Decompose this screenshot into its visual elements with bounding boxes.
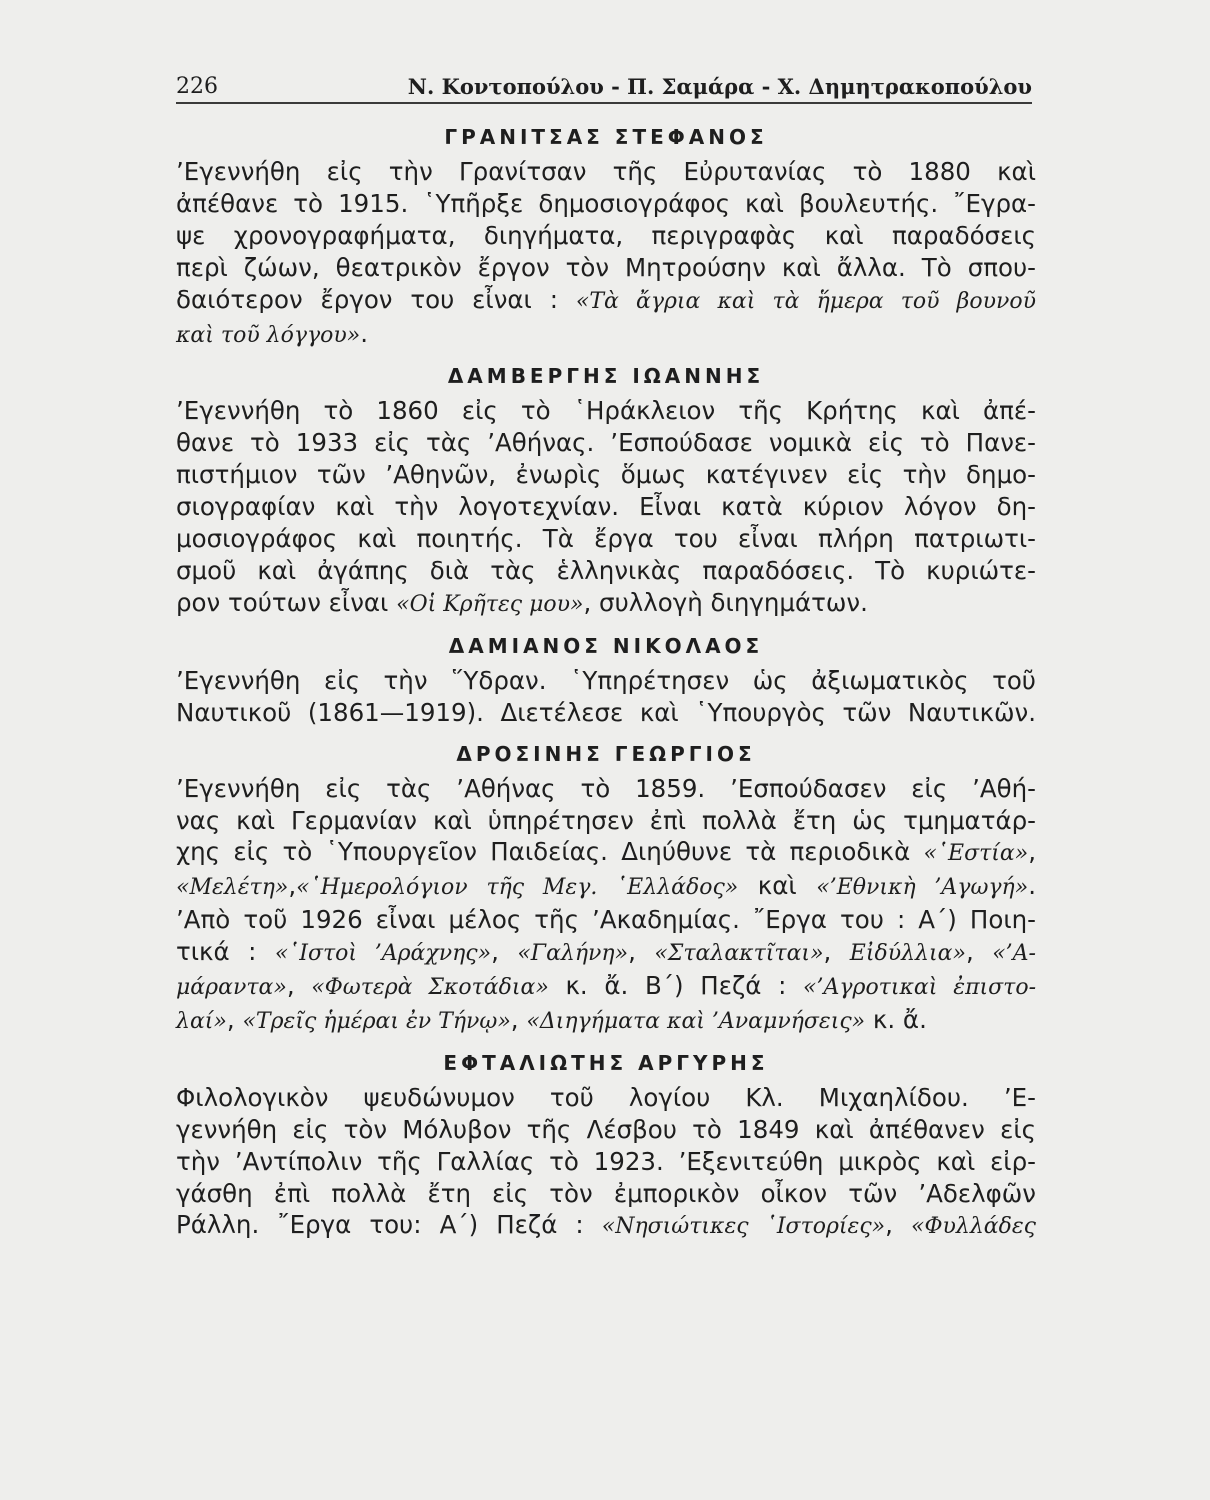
text-run: σιογραφίαν καὶ τὴν λογοτεχνίαν. Εἶναι κατὰ κύριον λόγον δη-	[176, 492, 1036, 522]
entry-text	[176, 1082, 1036, 1244]
text-line	[176, 936, 1036, 970]
text-line	[176, 220, 1036, 252]
work-title: «Νησιώτικες ῾Ιστορίες»	[601, 1214, 886, 1240]
text-line	[176, 395, 1036, 427]
text-run: ,	[491, 937, 518, 967]
text-line	[176, 870, 1036, 904]
text-run: ψε χρονογραφήματα, διηγήματα, περιγραφὰς καὶ παραδόσεις	[176, 220, 1036, 250]
text-run: ,	[885, 1210, 912, 1240]
text-run: ’Εγεννήθη εἰς τὴν ῞Υδραν. ῾Υπηρέτησεν ὡς ἀξιωματικὸς τοῦ	[176, 665, 1036, 695]
entry-heading: ΔΡΟΣΙΝΗΣ ΓΕΩΡΓΙΟΣ	[456, 741, 756, 766]
text-line	[176, 1082, 1036, 1114]
page-header	[176, 72, 1032, 104]
text-run: Ράλλη. ῎Εργα του: Α΄) Πεζά :	[176, 1210, 602, 1240]
text-run: γάσθη ἐπὶ πολλὰ ἔτη εἰς τὸν ἐμπορικὸν οἶκον τῶν ’Αδελφῶν	[176, 1178, 1036, 1208]
text-line	[176, 491, 1036, 523]
text-run: ,	[628, 937, 655, 967]
text-run: πιστήμιον τῶν ’Αθηνῶν, ἐνωρὶς ὅμως κατέγινεν εἰς τὴν δημο-	[176, 460, 1036, 490]
text-run: ’Εγεννήθη εἰς τὴν Γρανίτσαν τῆς Εὐρυτανίας τὸ 1880 καὶ	[176, 157, 1036, 186]
text-line	[176, 665, 1036, 697]
text-line	[176, 805, 1036, 837]
text-run: .	[360, 318, 369, 348]
text-line	[176, 1209, 1036, 1243]
text-run: Φιλολογικὸν ψευδώνυμον τοῦ λογίου Κλ. Μιχαηλίδου. ’Ε-	[176, 1082, 1036, 1112]
work-title: «Σταλακτῖται»	[654, 941, 824, 967]
page-number: 226	[176, 74, 218, 99]
work-title: «῾Ημερολόγιον τῆς Μεγ. ῾Ελλάδος»	[296, 875, 739, 901]
text-line	[176, 970, 1036, 1004]
text-run: Ναυτικοῦ (1861—1919). Διετέλεσε καὶ ῾Υπουργὸς τῶν Ναυτικῶν.	[176, 697, 1036, 727]
entry-heading: ΔΑΜΙΑΝΟΣ ΝΙΚΟΛΑΟΣ	[448, 633, 764, 658]
entry-text	[176, 156, 1036, 351]
text-line	[176, 1004, 1036, 1038]
text-run: κ. ἄ. Β΄) Πεζά :	[548, 971, 804, 1001]
work-title: «Οἱ Κρῆτες μου»	[396, 591, 584, 617]
text-run: ,	[1028, 837, 1036, 867]
text-line	[176, 188, 1036, 220]
biography-entry	[176, 118, 1036, 351]
work-title: «῾Ιστοὶ ’Αράχνης»	[274, 941, 492, 967]
work-title: «Τρεῖς ἡμέραι ἐν Τήνῳ»	[242, 1008, 511, 1034]
text-run: ,	[823, 937, 850, 967]
text-line	[176, 318, 1036, 352]
text-line	[176, 1146, 1036, 1178]
text-run: περὶ ζώων, θεατρικὸν ἔργον τὸν Μητρούσην καὶ ἄλλα. Τὸ σπου-	[176, 252, 1036, 282]
entry-heading: ΔΑΜΒΕΡΓΗΣ ΙΩΑΝΝΗΣ	[447, 364, 765, 389]
entry-text	[176, 773, 1036, 1038]
text-run: μοσιογράφος καὶ ποιητής. Τὰ ἔργα του εἶναι πλήρη πατριωτι-	[176, 524, 1036, 554]
entry-text	[176, 665, 1036, 729]
text-run: νας καὶ Γερμανίαν καὶ ὑπηρέτησεν ἐπὶ πολλὰ ἔτη ὡς τμηματάρ-	[176, 805, 1036, 835]
text-run: ’Απὸ τοῦ 1926 εἶναι μέλος τῆς ’Ακαδημίας. ῎Εργα του : Α΄) Ποιη-	[176, 905, 1036, 935]
text-run: ,	[510, 1004, 527, 1034]
text-run: σμοῦ καὶ ἀγάπης διὰ τὰς ἑλληνικὰς παραδόσεις. Τὸ κυριώτε-	[176, 555, 1036, 585]
text-line	[176, 1178, 1036, 1210]
text-line	[176, 587, 1036, 621]
running-head: Ν. Κοντοπούλου - Π. Σαμάρα - Χ. Δημητρακοπούλου	[407, 74, 1032, 99]
text-run: .	[1028, 871, 1036, 901]
work-title: «Γαλήνη»	[517, 941, 629, 967]
work-title: «’Εθνικὴ ’Αγωγή»	[816, 875, 1029, 901]
text-line	[176, 555, 1036, 587]
biography-entry	[176, 735, 1036, 1038]
text-run: ,	[288, 871, 297, 901]
biography-entry	[176, 1044, 1036, 1244]
text-run: θανε τὸ 1933 εἰς τὰς ’Αθήνας. ’Εσπούδασε νομικὰ εἰς τὸ Πανε-	[176, 428, 1036, 458]
text-line	[176, 836, 1036, 870]
work-title: «’Α-	[992, 941, 1036, 967]
text-line	[176, 284, 1036, 318]
entry-heading: ΕΦΤΑΛΙΩΤΗΣ ΑΡΓΥΡΗΣ	[443, 1050, 769, 1075]
text-line	[176, 904, 1036, 936]
text-run: ,	[286, 971, 312, 1001]
text-run: ἀπέθανε τὸ 1915. ῾Υπῆρξε δημοσιογράφος καὶ βουλευτής. ῎Εγρα-	[176, 188, 1036, 218]
text-run: ’Εγεννήθη τὸ 1860 εἰς τὸ ῾Ηράκλειον τῆς Κρήτης καὶ ἀπέ-	[176, 396, 1036, 426]
text-line	[176, 773, 1036, 805]
text-run: καὶ	[738, 871, 817, 901]
work-title: «Τὰ ἄγρια καὶ τὰ ἥμερα τοῦ βουνοῦ	[575, 288, 1036, 314]
text-run: ,	[226, 1004, 243, 1034]
text-run: ρον τούτων εἶναι	[176, 587, 397, 617]
work-title: «῾Εστία»	[923, 841, 1029, 867]
text-run: ’Εγεννήθη εἰς τὰς ’Αθήνας τὸ 1859. ’Εσπούδασεν εἰς ’Αθή-	[176, 773, 1036, 803]
text-line	[176, 1114, 1036, 1146]
text-run: , συλλογὴ διηγημάτων.	[583, 587, 868, 617]
text-line	[176, 523, 1036, 555]
text-run: τὴν ’Αντίπολιν τῆς Γαλλίας τὸ 1923. ’Εξενιτεύθη μικρὸς καὶ εἰρ-	[176, 1146, 1036, 1176]
text-run: τικά :	[176, 937, 275, 967]
biography-list	[176, 118, 1036, 1249]
work-title: «’Αγροτικαὶ ἐπιστο-	[803, 975, 1037, 1001]
work-title: λαί»	[176, 1008, 227, 1034]
text-run: κ. ἄ.	[865, 1004, 927, 1034]
entry-heading: ΓΡΑΝΙΤΣΑΣ ΣΤΕΦΑΝΟΣ	[444, 125, 768, 149]
text-line	[176, 697, 1036, 729]
biography-entry	[176, 627, 1036, 729]
text-line	[176, 156, 1036, 188]
biography-entry	[176, 357, 1036, 620]
text-run: γεννήθη εἰς τὸν Μόλυβον τῆς Λέσβου τὸ 1849 καὶ ἀπέθανεν εἰς	[176, 1114, 1036, 1144]
work-title: «Φωτερὰ Σκοτάδια»	[311, 975, 549, 1001]
text-run: ,	[965, 937, 993, 967]
work-title: καὶ τοῦ λόγγου»	[176, 322, 361, 348]
text-line	[176, 459, 1036, 491]
text-line	[176, 252, 1036, 284]
work-title: Εἰδύλλια»	[849, 941, 966, 967]
text-run: δαιότερον ἔργον του εἶναι :	[176, 284, 576, 314]
work-title: «Φυλλάδες	[911, 1214, 1037, 1240]
entry-text	[176, 395, 1036, 620]
work-title: «Μελέτη»	[176, 875, 289, 901]
work-title: μάραντα»	[176, 975, 287, 1001]
work-title: «Διηγήματα καὶ ’Αναμνήσεις»	[526, 1008, 866, 1034]
text-run: χης εἰς τὸ ῾Υπουργεῖον Παιδείας. Διηύθυνε τὰ περιοδικὰ	[176, 837, 924, 867]
text-line	[176, 427, 1036, 459]
